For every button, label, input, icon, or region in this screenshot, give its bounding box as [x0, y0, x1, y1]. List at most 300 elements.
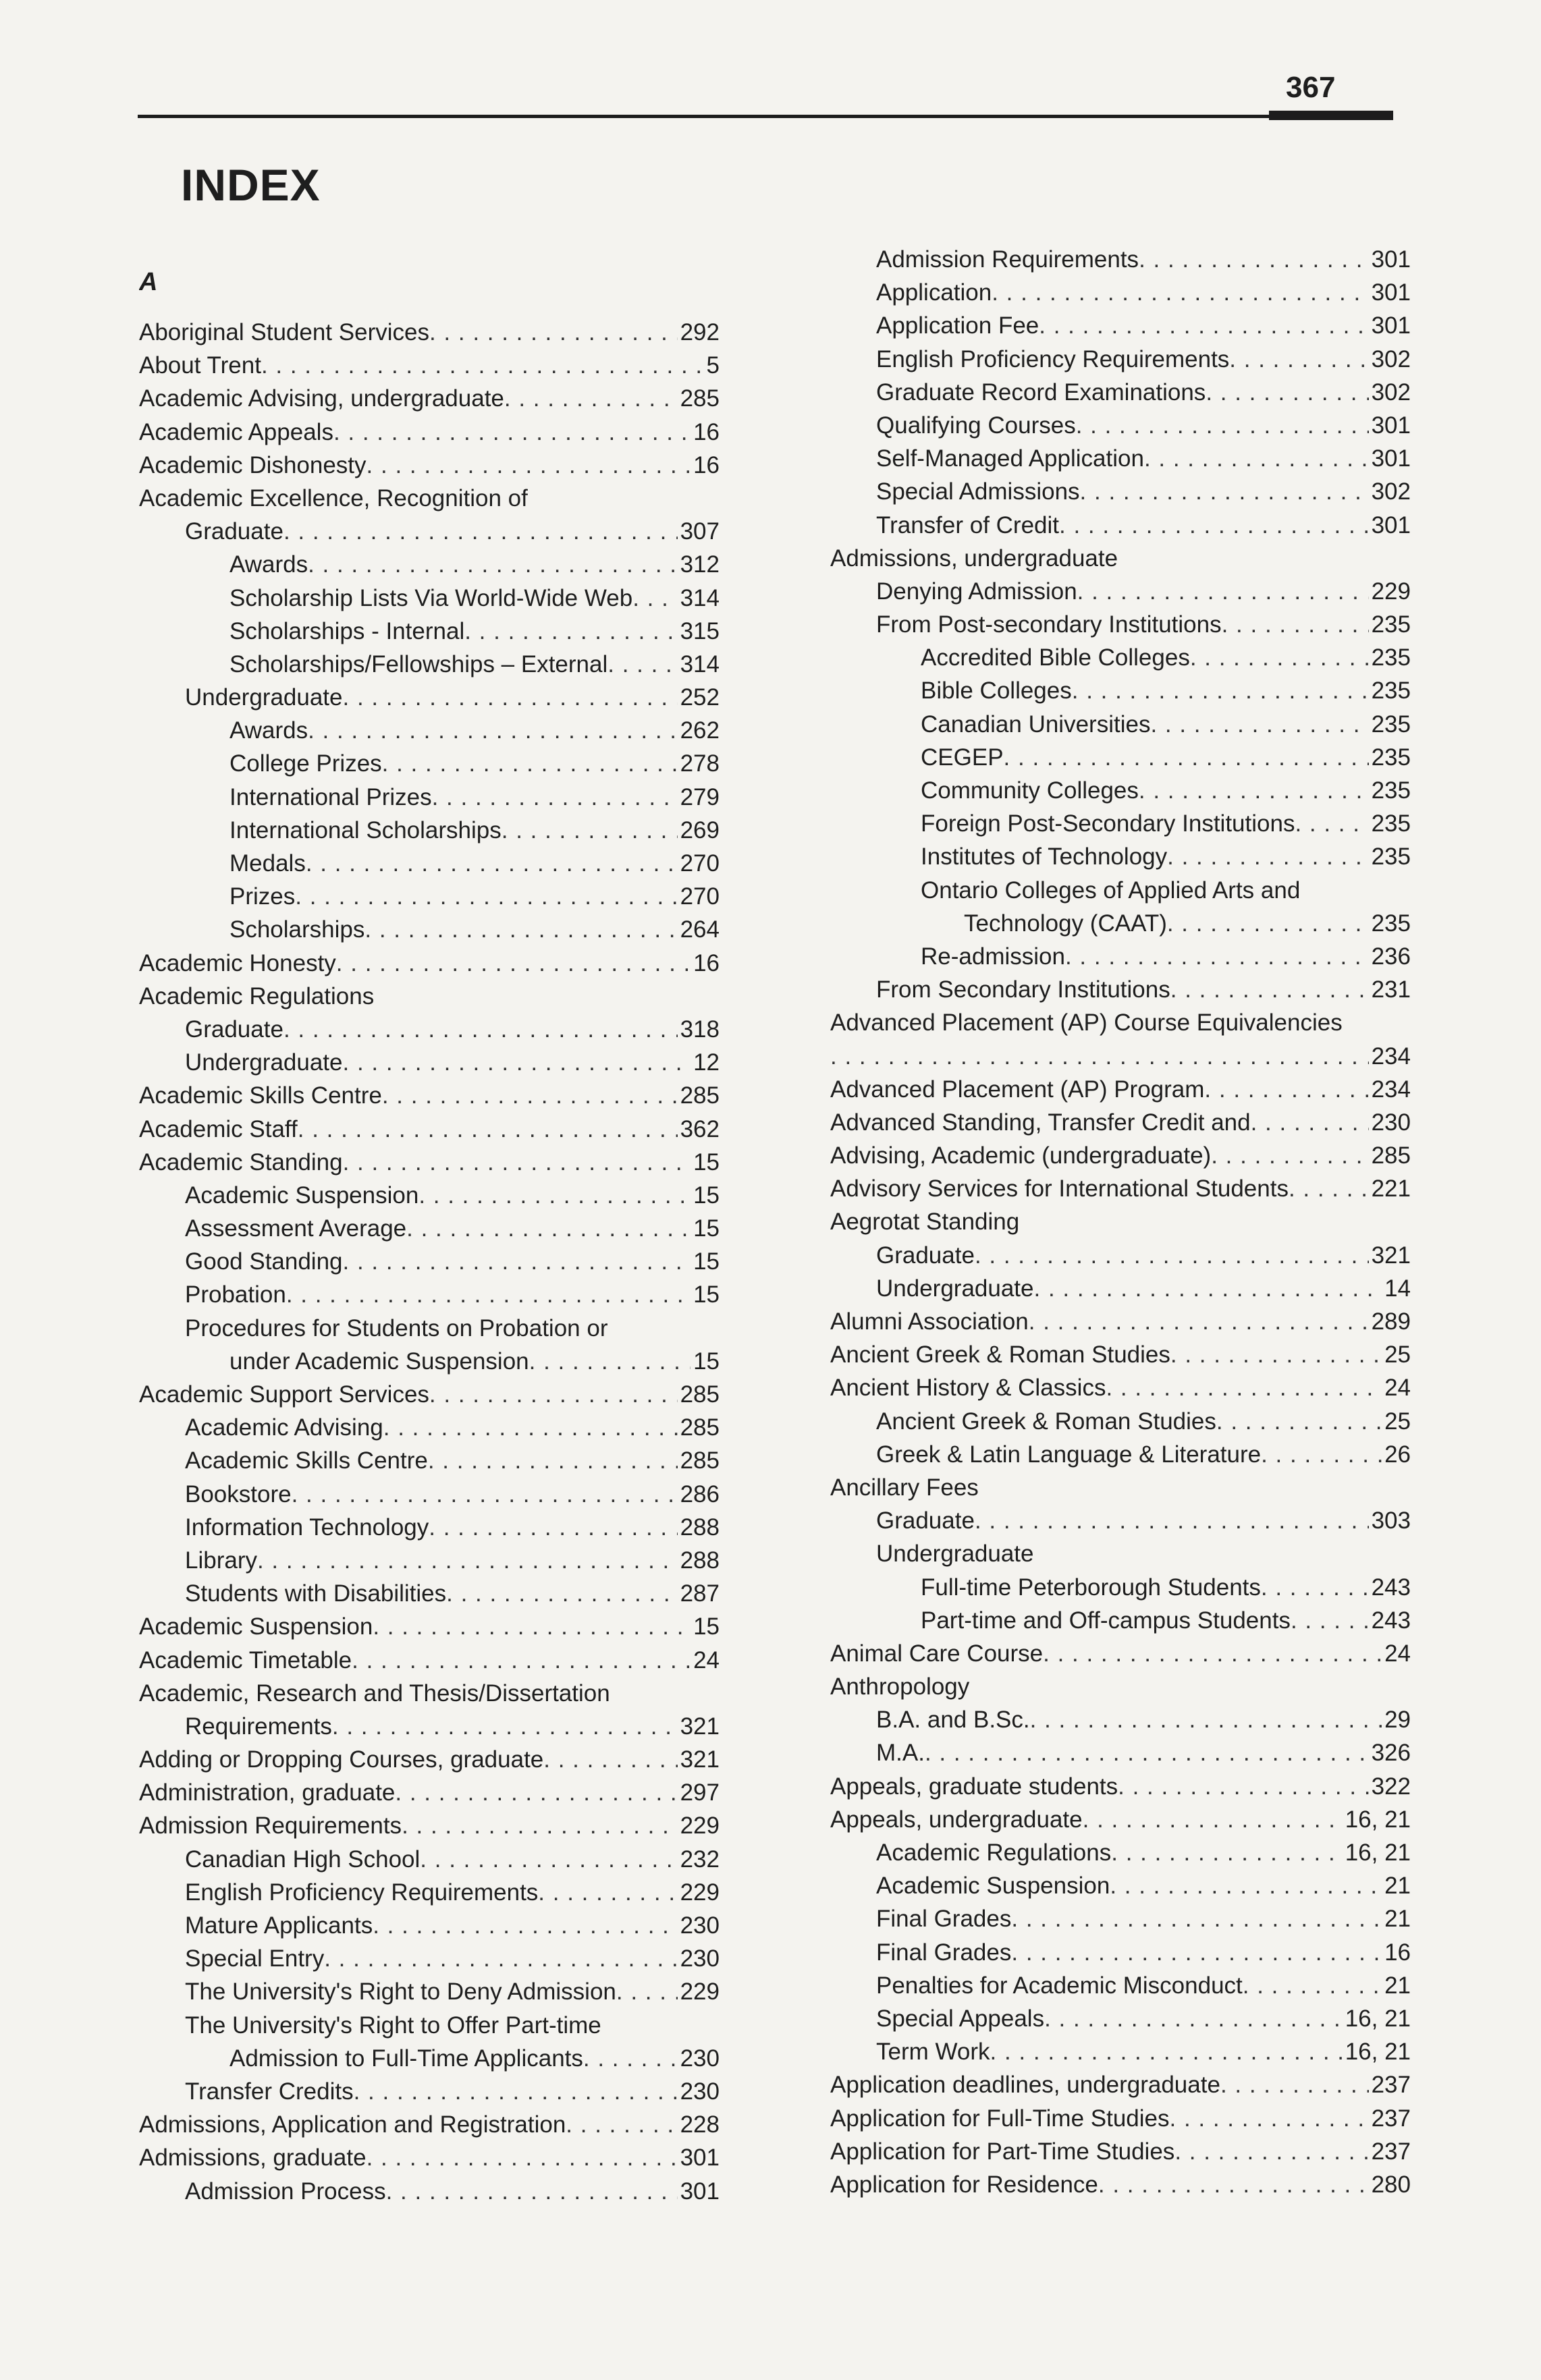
index-entry: [830, 807, 1411, 840]
dot-leader: [298, 1113, 678, 1146]
index-entry: [139, 1909, 720, 1942]
entry-page-number: 301: [1371, 246, 1411, 273]
entry-label: Academic Regulations: [876, 1839, 1112, 1866]
entry-label: Admission Process: [185, 2178, 386, 2205]
index-entry: [139, 515, 720, 548]
index-entry: [139, 1942, 720, 1975]
dot-leader: [1261, 1438, 1382, 1471]
index-entry: [830, 1139, 1411, 1172]
index-entry: [139, 1577, 720, 1610]
index-entry: [830, 608, 1411, 641]
index-entry: [830, 509, 1411, 542]
index-entry: [139, 482, 720, 515]
dot-leader: [543, 1743, 677, 1776]
entry-page-number: 285: [680, 1082, 720, 1109]
dot-leader: [336, 947, 691, 980]
entry-page-number: 235: [1371, 711, 1411, 738]
dot-leader: [283, 1013, 678, 1046]
entry-label: Ancient History & Classics: [830, 1375, 1106, 1402]
entry-page-number: 15: [693, 1182, 720, 1209]
entry-label: Application deadlines, undergraduate: [830, 2072, 1220, 2099]
entry-label: Undergraduate: [876, 1275, 1034, 1302]
entry-label: Penalties for Academic Misconduct: [876, 1972, 1243, 1999]
dot-leader: [1011, 1936, 1382, 1969]
dot-leader: [1139, 243, 1369, 276]
dot-leader: [1289, 1172, 1369, 1205]
dot-leader: [1080, 475, 1369, 508]
index-entry: [830, 343, 1411, 376]
index-entry: [830, 1902, 1411, 1935]
entry-label: Admission to Full-Time Applicants: [229, 2045, 583, 2072]
index-entry: [139, 681, 720, 714]
dot-leader: [1098, 2168, 1369, 2201]
index-entry: [139, 349, 720, 382]
entry-page-number: 29: [1384, 1707, 1411, 1734]
entry-page-number: 315: [680, 617, 720, 644]
dot-leader: [992, 276, 1368, 309]
dot-leader: [1110, 1869, 1382, 1902]
index-entry: [830, 475, 1411, 508]
entry-page-number: 302: [1371, 379, 1411, 406]
index-entry: [139, 1975, 720, 2008]
dot-leader: [382, 747, 678, 780]
dot-leader: [1059, 509, 1369, 542]
index-entry: [830, 874, 1411, 907]
entry-page-number: 235: [1371, 843, 1411, 870]
entry-label: Transfer of Credit: [876, 511, 1060, 538]
index-entry: [139, 1444, 720, 1477]
index-entry: [830, 1670, 1411, 1703]
index-entry: [139, 2075, 720, 2108]
entry-page-number: 16: [693, 949, 720, 976]
entry-label: Graduate: [876, 1242, 975, 1269]
dot-leader: [1083, 1803, 1343, 1836]
dot-leader: [504, 382, 678, 415]
entry-page-number: 24: [693, 1646, 720, 1673]
entry-label: Students with Disabilities: [185, 1580, 447, 1607]
dot-leader: [1077, 575, 1369, 608]
entry-label: Scholarships/Fellowships – External: [229, 651, 608, 677]
dot-leader: [367, 449, 691, 482]
entry-label: From Secondary Institutions: [876, 976, 1170, 1003]
dot-leader: [1220, 2068, 1369, 2101]
index-entry: [830, 1936, 1411, 1969]
entry-page-number: 15: [693, 1613, 720, 1640]
entry-label: Denying Admission: [876, 578, 1077, 605]
entry-label: Application for Residence: [830, 2171, 1098, 2198]
dot-leader: [1174, 2135, 1368, 2168]
index-entry: [830, 973, 1411, 1006]
entry-label: Prizes: [229, 883, 296, 910]
entry-label: Academic Standing: [139, 1149, 343, 1175]
entry-label: Undergraduate: [185, 684, 343, 711]
entry-page-number: 288: [680, 1547, 720, 1574]
dot-leader: [1065, 940, 1369, 973]
index-entry: [139, 548, 720, 581]
entry-label: Academic Advising, undergraduate: [139, 385, 504, 412]
dot-leader: [295, 880, 677, 913]
dot-leader: [1211, 1139, 1368, 1172]
entry-label: under Academic Suspension: [229, 1348, 529, 1375]
index-entry: [139, 2009, 720, 2042]
entry-label: Special Admissions: [876, 478, 1080, 505]
dot-leader: [1106, 1371, 1382, 1404]
index-entry: [139, 1809, 720, 1842]
dot-leader: [324, 1942, 677, 1975]
dot-leader: [1043, 1637, 1382, 1670]
index-entry: [830, 1371, 1411, 1404]
dot-leader: [1004, 741, 1369, 774]
entry-page-number: 230: [680, 2078, 720, 2105]
index-entry: [139, 1278, 720, 1311]
index-entry: [830, 1438, 1411, 1471]
entry-label: Qualifying Courses: [876, 412, 1076, 439]
dot-leader: [343, 1245, 691, 1278]
entry-label: Admissions, undergraduate: [830, 545, 1118, 572]
entry-label: Academic Honesty: [139, 949, 336, 976]
dot-leader: [286, 1278, 691, 1311]
entry-label: Advanced Placement (AP) Program: [830, 1076, 1205, 1103]
entry-page-number: 21: [1384, 1906, 1411, 1933]
entry-label: English Proficiency Requirements: [185, 1879, 539, 1906]
index-entry: [830, 309, 1411, 342]
entry-page-number: 243: [1371, 1574, 1411, 1601]
entry-page-number: 21: [1384, 1972, 1411, 1999]
entry-page-number: 322: [1371, 1773, 1411, 1800]
entry-page-number: 321: [680, 1746, 720, 1773]
index-entry: [830, 1537, 1411, 1570]
entry-label: Awards: [229, 551, 308, 578]
entry-label: The University's Right to Deny Admission: [185, 1978, 616, 2005]
dot-leader: [429, 1511, 677, 1544]
entry-page-number: 280: [1371, 2171, 1411, 2198]
entry-page-number: 288: [680, 1514, 720, 1541]
entry-page-number: 318: [680, 1016, 720, 1043]
entry-page-number: 221: [1371, 1175, 1411, 1202]
index-entry: [830, 1736, 1411, 1769]
entry-page-number: 301: [1371, 312, 1411, 339]
index-entry: [830, 2135, 1411, 2168]
entry-label: Advisory Services for International Students: [830, 1175, 1289, 1202]
entry-label: Transfer Credits: [185, 2078, 354, 2105]
entry-label: Academic Suspension: [185, 1182, 419, 1209]
index-entry: [830, 243, 1411, 276]
entry-label: Admissions, graduate: [139, 2144, 367, 2171]
entry-label: Academic Timetable: [139, 1646, 352, 1673]
index-entry: [139, 1544, 720, 1577]
entry-page-number: 16: [693, 451, 720, 478]
entry-label: Undergraduate: [185, 1049, 343, 1076]
entry-label: Scholarships: [229, 916, 365, 943]
dot-leader: [432, 781, 678, 814]
index-entry: [830, 2068, 1411, 2101]
index-entry: [139, 1776, 720, 1809]
index-entry: [830, 1770, 1411, 1803]
entry-page-number: 235: [1371, 744, 1411, 771]
entry-page-number: 264: [680, 916, 720, 943]
dot-leader: [428, 1444, 678, 1477]
top-rule-accent: [1269, 111, 1393, 120]
entry-label: Bible Colleges: [921, 677, 1072, 704]
index-entry: [830, 1836, 1411, 1869]
entry-label: Academic Dishonesty: [139, 451, 367, 478]
entry-label: Alumni Association: [830, 1308, 1029, 1335]
entry-label: Academic Staff: [139, 1115, 298, 1142]
dot-leader: [1034, 1272, 1382, 1305]
entry-page-number: 303: [1371, 1507, 1411, 1534]
index-entry: [830, 1969, 1411, 2002]
index-entry: [139, 714, 720, 747]
dot-leader: [382, 1079, 678, 1112]
entry-label: Library: [185, 1547, 257, 1574]
index-entry: [139, 1511, 720, 1544]
index-entry: [139, 1079, 720, 1112]
dot-leader: [1072, 674, 1369, 707]
index-entry: [830, 2168, 1411, 2201]
entry-page-number: 16, 21: [1345, 1839, 1411, 1866]
index-entry: [830, 1471, 1411, 1504]
entry-page-number: 16: [693, 418, 720, 445]
entry-label: Technology (CAAT): [964, 910, 1167, 937]
entry-page-number: 26: [1384, 1441, 1411, 1468]
entry-label: M.A.: [876, 1740, 925, 1767]
entry-page-number: 237: [1371, 2105, 1411, 2132]
dot-leader: [1170, 973, 1369, 1006]
dot-leader: [283, 515, 678, 548]
entry-page-number: 15: [693, 1215, 720, 1242]
entry-label: Academic Support Services: [139, 1381, 429, 1408]
dot-leader: [292, 1478, 678, 1511]
entry-label: Academic Appeals: [139, 418, 333, 445]
index-entry: [139, 582, 720, 615]
entry-label: Advanced Standing, Transfer Credit and: [830, 1109, 1251, 1136]
entry-page-number: 297: [680, 1779, 720, 1806]
entry-label: Advanced Placement (AP) Course Equivalencies: [830, 1009, 1343, 1036]
dot-leader: [1150, 708, 1368, 741]
dot-leader: [308, 548, 678, 581]
entry-page-number: 301: [680, 2144, 720, 2171]
entry-page-number: 16, 21: [1345, 1806, 1411, 1833]
entry-page-number: 230: [1371, 1109, 1411, 1136]
entry-label: Greek & Latin Language & Literature: [876, 1441, 1262, 1468]
index-entry: [830, 542, 1411, 575]
index-entry: [139, 1179, 720, 1212]
entry-label: Academic, Research and Thesis/Dissertation: [139, 1680, 610, 1707]
dot-leader: [1291, 1604, 1369, 1637]
entry-label: Academic Advising: [185, 1414, 383, 1441]
dot-leader: [354, 2075, 678, 2108]
index-entry: [139, 1245, 720, 1278]
index-entry: [139, 781, 720, 814]
entry-label: Medals: [229, 850, 306, 877]
entry-page-number: 25: [1384, 1408, 1411, 1435]
entry-label: The University's Right to Offer Part-time: [185, 2012, 601, 2039]
entry-label: Undergraduate: [876, 1541, 1034, 1568]
dot-leader: [583, 2042, 678, 2075]
dot-leader: [367, 2141, 678, 2174]
index-entry: [139, 847, 720, 880]
entry-page-number: 301: [680, 2178, 720, 2205]
dot-leader: [1039, 309, 1368, 342]
entry-label: Application Fee: [876, 312, 1039, 339]
dot-leader: [332, 1710, 678, 1743]
index-entry: [139, 1345, 720, 1378]
entry-page-number: 286: [680, 1480, 720, 1507]
dot-leader: [1206, 376, 1368, 409]
dot-leader: [1076, 409, 1369, 442]
index-entry: [139, 449, 720, 482]
entry-page-number: 232: [680, 1846, 720, 1873]
entry-label: Anthropology: [830, 1673, 970, 1700]
index-entry: [830, 741, 1411, 774]
entry-page-number: 270: [680, 850, 720, 877]
entry-page-number: 287: [680, 1580, 720, 1607]
entry-label: Academic Suspension: [139, 1613, 373, 1640]
entry-label: Aegrotat Standing: [830, 1209, 1020, 1236]
index-entry: [830, 1604, 1411, 1637]
entry-label: Part-time and Off-campus Students: [921, 1607, 1291, 1634]
index-entry: [139, 2141, 720, 2174]
entry-page-number: 326: [1371, 1740, 1411, 1767]
index-entry: [139, 2108, 720, 2141]
entry-page-number: 235: [1371, 810, 1411, 837]
index-entry: [830, 1637, 1411, 1670]
entry-label: Graduate Record Examinations: [876, 379, 1206, 406]
entry-label: Awards: [229, 717, 308, 744]
entry-page-number: 237: [1371, 2072, 1411, 2099]
index-title: INDEX: [181, 160, 321, 210]
dot-leader: [1261, 1571, 1369, 1604]
index-entry: [830, 708, 1411, 741]
index-entry: [830, 840, 1411, 873]
entry-label: Information Technology: [185, 1514, 429, 1541]
dot-leader: [352, 1644, 691, 1677]
entry-page-number: 285: [680, 1381, 720, 1408]
entry-label: Application for Part-Time Studies: [830, 2138, 1175, 2165]
entry-label: From Post-secondary Institutions: [876, 611, 1222, 638]
entry-page-number: 16: [1384, 1939, 1411, 1966]
entry-label: Ancient Greek & Roman Studies: [876, 1408, 1216, 1435]
dot-leader: [975, 1504, 1369, 1537]
index-entry: [139, 1843, 720, 1876]
index-entry: [139, 1644, 720, 1677]
index-entry: [139, 416, 720, 449]
index-column-right: [830, 243, 1411, 2201]
entry-label: Community Colleges: [921, 777, 1139, 804]
index-entry: [830, 409, 1411, 442]
index-entry: [830, 1504, 1411, 1537]
index-column-left: [139, 262, 720, 2208]
entry-label: Ancient Greek & Roman Studies: [830, 1341, 1170, 1368]
dot-leader: [1029, 1305, 1369, 1338]
index-entry: [830, 1040, 1411, 1073]
entry-label: English Proficiency Requirements: [876, 345, 1230, 372]
dot-leader: [502, 814, 678, 847]
entry-label: Academic Suspension: [876, 1873, 1110, 1900]
entry-page-number: 237: [1371, 2138, 1411, 2165]
entry-label: Admission Requirements: [139, 1812, 402, 1839]
dot-leader: [632, 582, 677, 615]
index-entry: [830, 1405, 1411, 1438]
entry-page-number: 235: [1371, 777, 1411, 804]
dot-leader: [306, 847, 678, 880]
dot-leader: [607, 648, 677, 681]
index-entry: [830, 674, 1411, 707]
entry-page-number: 321: [680, 1713, 720, 1740]
dot-leader: [1204, 1073, 1368, 1106]
index-entry: [830, 1305, 1411, 1338]
index-entry: [139, 1113, 720, 1146]
entry-page-number: 278: [680, 750, 720, 777]
dot-leader: [420, 1843, 677, 1876]
entry-page-number: 307: [680, 518, 720, 545]
dot-leader: [402, 1809, 678, 1842]
entry-label: Advising, Academic (undergraduate): [830, 1142, 1212, 1169]
entry-page-number: 269: [680, 817, 720, 843]
entry-page-number: 301: [1371, 445, 1411, 472]
index-entry: [139, 880, 720, 913]
entry-page-number: 312: [680, 551, 720, 578]
entry-page-number: 14: [1384, 1275, 1411, 1302]
dot-leader: [446, 1577, 677, 1610]
dot-leader: [1111, 1836, 1342, 1869]
entry-label: About Trent: [139, 352, 261, 379]
entry-label: Academic Skills Centre: [139, 1082, 382, 1109]
entry-page-number: 229: [680, 1978, 720, 2005]
index-entry: [830, 774, 1411, 807]
index-entry: [139, 913, 720, 946]
index-entry: [139, 814, 720, 847]
entry-page-number: 15: [693, 1149, 720, 1175]
index-entry: [139, 615, 720, 648]
dot-leader: [1229, 343, 1368, 376]
dot-leader: [343, 1146, 691, 1179]
dot-leader: [1190, 641, 1369, 674]
entry-label: Admissions, Application and Registration: [139, 2111, 566, 2138]
index-entry: [139, 1312, 720, 1345]
dot-leader: [1295, 807, 1368, 840]
dot-leader: [333, 416, 691, 449]
dot-leader: [418, 1179, 691, 1212]
index-entry: [139, 747, 720, 780]
index-entry: [830, 276, 1411, 309]
entry-label: Final Grades: [876, 1906, 1012, 1933]
dot-leader: [529, 1345, 691, 1378]
dot-leader: [538, 1876, 677, 1909]
entry-page-number: 24: [1384, 1375, 1411, 1402]
index-entry: [139, 1677, 720, 1710]
index-entry: [830, 1869, 1411, 1902]
dot-leader: [1243, 1969, 1382, 2002]
entry-page-number: 301: [1371, 279, 1411, 306]
entry-label: Appeals, graduate students: [830, 1773, 1118, 1800]
dot-leader: [1118, 1770, 1368, 1803]
entry-page-number: 234: [1371, 1043, 1411, 1070]
entry-page-number: 270: [680, 883, 720, 910]
entry-label: Good Standing: [185, 1248, 343, 1275]
dot-leader: [1144, 442, 1369, 475]
dot-leader: [373, 1909, 677, 1942]
dot-leader: [343, 1046, 691, 1079]
entry-label: Term Work: [876, 2039, 990, 2066]
dot-leader: [1139, 774, 1369, 807]
entry-label: Special Entry: [185, 1945, 325, 1972]
entry-label: Requirements: [185, 1713, 332, 1740]
dot-leader: [1170, 1338, 1382, 1371]
entry-page-number: 231: [1371, 976, 1411, 1003]
entry-label: Admission Requirements: [876, 246, 1139, 273]
entry-label: Adding or Dropping Courses, graduate: [139, 1746, 544, 1773]
